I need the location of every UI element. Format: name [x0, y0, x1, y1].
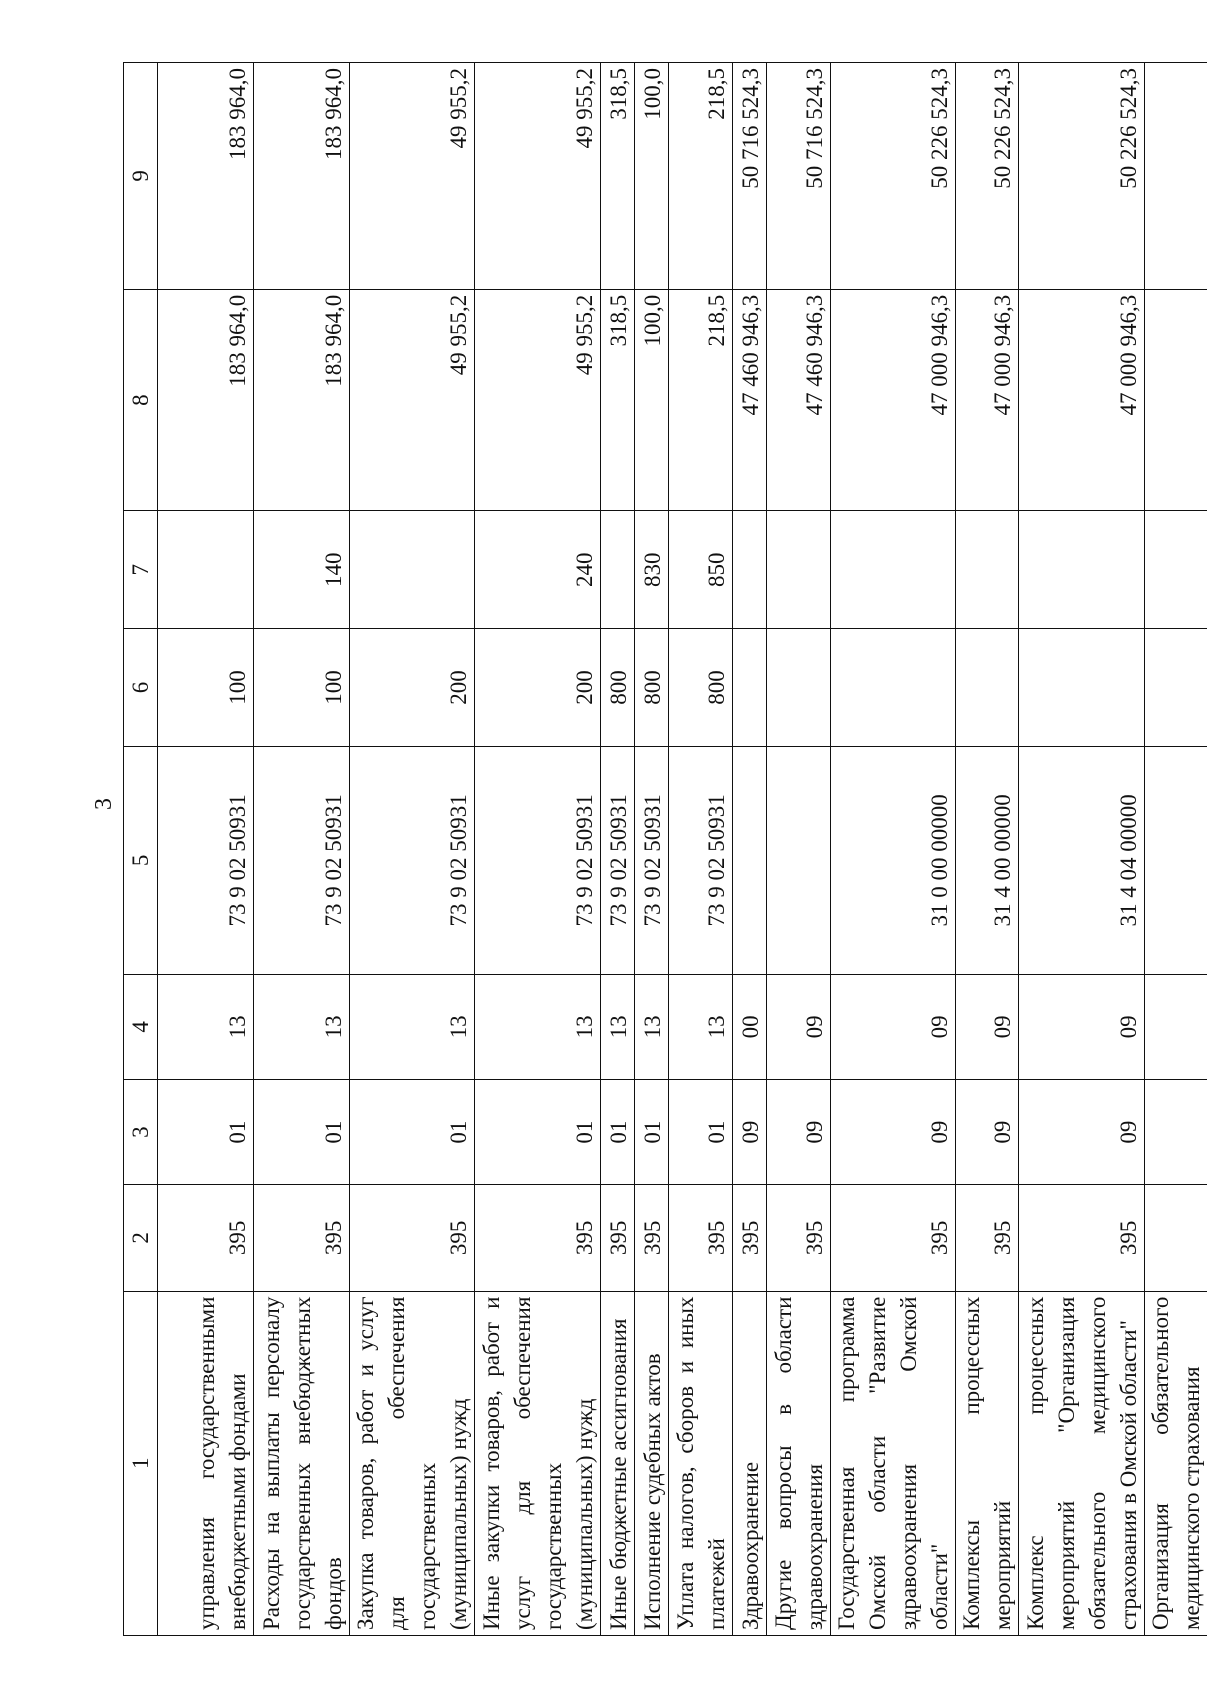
row-name: Комплексы процессных мероприятий	[956, 1291, 1019, 1635]
amount-col-8: 49 955,2	[475, 289, 601, 511]
amount-col-9	[1145, 63, 1207, 290]
amount-col-9: 100,0	[635, 63, 669, 290]
department-code	[1145, 1185, 1207, 1291]
expense-subtype-code	[1145, 511, 1207, 629]
column-number: 9	[124, 63, 158, 290]
expense-subtype-code	[767, 511, 831, 629]
target-article-code: 73 9 02 50931	[601, 746, 635, 974]
amount-col-9: 318,5	[601, 63, 635, 290]
target-article-code: 73 9 02 50931	[635, 746, 669, 974]
department-code: 395	[767, 1185, 831, 1291]
amount-col-9: 49 955,2	[475, 63, 601, 290]
amount-col-8: 49 955,2	[350, 289, 475, 511]
department-code: 395	[733, 1185, 767, 1291]
amount-col-8: 183 964,0	[254, 289, 350, 511]
department-code: 395	[831, 1185, 956, 1291]
expense-type-code: 100	[254, 629, 350, 747]
page-number: 3	[91, 798, 117, 810]
expense-subtype-code	[956, 511, 1019, 629]
amount-col-9: 49 955,2	[350, 63, 475, 290]
section-code: 09	[956, 1079, 1019, 1184]
subsection-code: 13	[158, 974, 254, 1079]
amount-col-8: 47 000 946,3	[831, 289, 956, 511]
target-article-code: 73 9 02 50931	[158, 746, 254, 974]
expense-subtype-code: 140	[254, 511, 350, 629]
expense-subtype-code: 830	[635, 511, 669, 629]
amount-col-8: 183 964,0	[158, 289, 254, 511]
amount-col-8: 318,5	[601, 289, 635, 511]
department-code: 395	[350, 1185, 475, 1291]
subsection-code: 13	[254, 974, 350, 1079]
amount-col-9: 50 226 524,3	[956, 63, 1019, 290]
table-row	[831, 63, 956, 1636]
section-code: 09	[767, 1079, 831, 1184]
expense-type-code: 800	[601, 629, 635, 747]
section-code: 09	[733, 1079, 767, 1184]
department-code: 395	[1019, 1185, 1145, 1291]
column-number: 8	[124, 289, 158, 511]
department-code: 395	[475, 1185, 601, 1291]
row-name: Уплата налогов, сборов и иных платежей	[669, 1291, 733, 1635]
table-row	[767, 63, 831, 1636]
expense-subtype-code	[350, 511, 475, 629]
column-number-row	[124, 63, 158, 1636]
table-row	[733, 63, 767, 1636]
amount-col-9: 183 964,0	[158, 63, 254, 290]
department-code: 395	[956, 1185, 1019, 1291]
subsection-code: 09	[956, 974, 1019, 1079]
table-row	[158, 63, 254, 1636]
amount-col-9: 218,5	[669, 63, 733, 290]
amount-col-8	[1145, 289, 1207, 511]
row-name: Организация обязательного медицинского страхования	[1145, 1291, 1207, 1635]
amount-col-8: 47 460 946,3	[733, 289, 767, 511]
column-number: 3	[124, 1079, 158, 1184]
row-name: Комплекс процессных мероприятий "Организация обязательного медицинского страхования в Омской области"	[1019, 1291, 1145, 1635]
target-article-code: 73 9 02 50931	[669, 746, 733, 974]
department-code: 395	[158, 1185, 254, 1291]
budget-table	[123, 62, 1207, 1636]
target-article-code	[733, 746, 767, 974]
amount-col-8: 47 460 946,3	[767, 289, 831, 511]
expense-type-code: 100	[158, 629, 254, 747]
expense-subtype-code: 240	[475, 511, 601, 629]
subsection-code	[1145, 974, 1207, 1079]
expense-type-code: 200	[350, 629, 475, 747]
amount-col-8: 218,5	[669, 289, 733, 511]
table-row	[1019, 63, 1145, 1636]
column-number: 5	[124, 746, 158, 974]
expense-subtype-code	[733, 511, 767, 629]
subsection-code: 13	[350, 974, 475, 1079]
section-code: 01	[254, 1079, 350, 1184]
table-row	[475, 63, 601, 1636]
department-code: 395	[635, 1185, 669, 1291]
table-row	[601, 63, 635, 1636]
row-name: Закупка товаров, работ и услуг для обеспечения государственных (муниципальных) нужд	[350, 1291, 475, 1635]
department-code: 395	[669, 1185, 733, 1291]
expense-type-code	[1145, 629, 1207, 747]
expense-type-code: 800	[669, 629, 733, 747]
section-code: 09	[831, 1079, 956, 1184]
section-code: 01	[475, 1079, 601, 1184]
amount-col-9: 50 226 524,3	[1019, 63, 1145, 290]
amount-col-9: 183 964,0	[254, 63, 350, 290]
row-name: Государственная программа Омской области "Развитие здравоохранения Омской области"	[831, 1291, 956, 1635]
section-code: 01	[635, 1079, 669, 1184]
target-article-code: 73 9 02 50931	[254, 746, 350, 974]
column-number: 4	[124, 974, 158, 1079]
section-code: 09	[1019, 1079, 1145, 1184]
expense-subtype-code: 850	[669, 511, 733, 629]
expense-type-code: 800	[635, 629, 669, 747]
expense-type-code	[733, 629, 767, 747]
expense-subtype-code	[1019, 511, 1145, 629]
expense-type-code	[1019, 629, 1145, 747]
department-code: 395	[601, 1185, 635, 1291]
amount-col-9: 50 226 524,3	[831, 63, 956, 290]
target-article-code	[767, 746, 831, 974]
target-article-code: 31 0 00 00000	[831, 746, 956, 974]
subsection-code: 09	[767, 974, 831, 1079]
expense-subtype-code	[831, 511, 956, 629]
expense-subtype-code	[601, 511, 635, 629]
target-article-code: 73 9 02 50931	[350, 746, 475, 974]
row-name: Иные закупки товаров, работ и услуг для обеспечения государственных (муниципальных) нужд	[475, 1291, 601, 1635]
table-row	[254, 63, 350, 1636]
table-row	[669, 63, 733, 1636]
subsection-code: 13	[669, 974, 733, 1079]
subsection-code: 09	[1019, 974, 1145, 1079]
column-number: 2	[124, 1185, 158, 1291]
row-name: Здравоохранение	[733, 1291, 767, 1635]
row-name: Иные бюджетные ассигнования	[601, 1291, 635, 1635]
table-row	[1145, 63, 1207, 1636]
amount-col-9: 50 716 524,3	[767, 63, 831, 290]
expense-type-code: 200	[475, 629, 601, 747]
table-row	[956, 63, 1019, 1636]
column-number: 1	[124, 1291, 158, 1635]
expense-subtype-code	[158, 511, 254, 629]
target-article-code: 73 9 02 50931	[475, 746, 601, 974]
subsection-code: 13	[601, 974, 635, 1079]
section-code: 01	[158, 1079, 254, 1184]
target-article-code	[1145, 746, 1207, 974]
section-code	[1145, 1079, 1207, 1184]
section-code: 01	[601, 1079, 635, 1184]
subsection-code: 13	[475, 974, 601, 1079]
table-row	[635, 63, 669, 1636]
row-name: управления государственными внебюджетными фондами	[158, 1291, 254, 1635]
subsection-code: 00	[733, 974, 767, 1079]
expense-type-code	[956, 629, 1019, 747]
section-code: 01	[669, 1079, 733, 1184]
subsection-code: 13	[635, 974, 669, 1079]
row-name: Другие вопросы в области здравоохранения	[767, 1291, 831, 1635]
amount-col-8: 47 000 946,3	[1019, 289, 1145, 511]
section-code: 01	[350, 1079, 475, 1184]
amount-col-8: 100,0	[635, 289, 669, 511]
column-number: 7	[124, 511, 158, 629]
row-name: Исполнение судебных актов	[635, 1291, 669, 1635]
amount-col-8: 47 000 946,3	[956, 289, 1019, 511]
row-name: Расходы на выплаты персоналу государственных внебюджетных фондов	[254, 1291, 350, 1635]
table-row	[350, 63, 475, 1636]
expense-type-code	[767, 629, 831, 747]
department-code: 395	[254, 1185, 350, 1291]
target-article-code: 31 4 04 00000	[1019, 746, 1145, 974]
amount-col-9: 50 716 524,3	[733, 63, 767, 290]
subsection-code: 09	[831, 974, 956, 1079]
column-number: 6	[124, 629, 158, 747]
rotated-table-container	[123, 62, 1204, 1636]
expense-type-code	[831, 629, 956, 747]
target-article-code: 31 4 00 00000	[956, 746, 1019, 974]
